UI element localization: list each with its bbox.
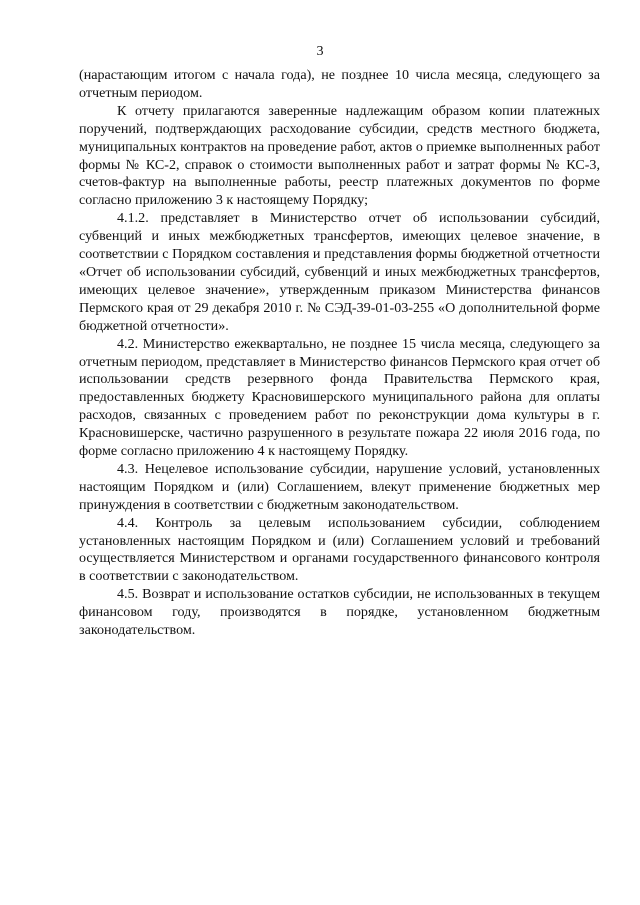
paragraph-4-4: 4.4. Контроль за целевым использованием субсидии, соблюдением установленных настоящим Порядком и (или) Соглашением условий и требований осуществляется Министерством и органами государственного финансового контроля в соответствии с законодательством. <box>79 514 600 585</box>
page-number: 3 <box>316 43 324 59</box>
paragraph-4-5: 4.5. Возврат и использование остатков субсидии, не использованных в текущем финансовом году, производятся в порядке, установленном бюджетным законодательством. <box>79 586 600 639</box>
paragraph-4-2: 4.2. Министерство ежеквартально, не позднее 15 числа месяца, следующего за отчетным периодом, представляет в Министерство финансов Пермского края отчет об использовании средств резервного фонда Правительства Пермского края, предоставленных бюджету Красновишерского муниципального района для оплаты расходов, связанных с проведением работ по реконструкции дома культуры в г. Красновишерске, частично разрушенного в результате пожара 22 июля 2016 года, по форме согласно приложению 4 к настоящему Порядку. <box>79 335 600 460</box>
document-body <box>79 67 600 640</box>
paragraph-attachments: К отчету прилагаются заверенные надлежащим образом копии платежных поручений, подтверждающих расходование субсидии, средств местного бюджета, муниципальных контрактов на проведение работ, актов о приемке выполненных работ формы № КС-2, справок о стоимости выполненных работ и затрат формы № КС-3, счетов-фактур на выполненные работы, реестр платежных документов по форме согласно приложению 3 к настоящему Порядку; <box>79 102 600 209</box>
paragraph-4-3: 4.3. Нецелевое использование субсидии, нарушение условий, установленных настоящим Порядком и (или) Соглашением, влекут применение бюджетных мер принуждения в соответствии с бюджетным законодательством. <box>79 460 600 513</box>
paragraph-4-1-2: 4.1.2. представляет в Министерство отчет об использовании субсидий, субвенций и иных межбюджетных трансфертов, имеющих целевое значение, в соответствии с Порядком составления и представления формы бюджетной отчетности «Отчет об использовании субсидий, субвенций и иных межбюджетных трансфертов, имеющих целевое значение», утвержденным приказом Министерства финансов Пермского края от 29 декабря 2010 г. № СЭД-39-01-03-255 «О дополнительной форме бюджетной отчетности». <box>79 210 600 334</box>
paragraph-continuation: (нарастающим итогом с начала года), не позднее 10 числа месяца, следующего за отчетным периодом. <box>79 67 600 101</box>
